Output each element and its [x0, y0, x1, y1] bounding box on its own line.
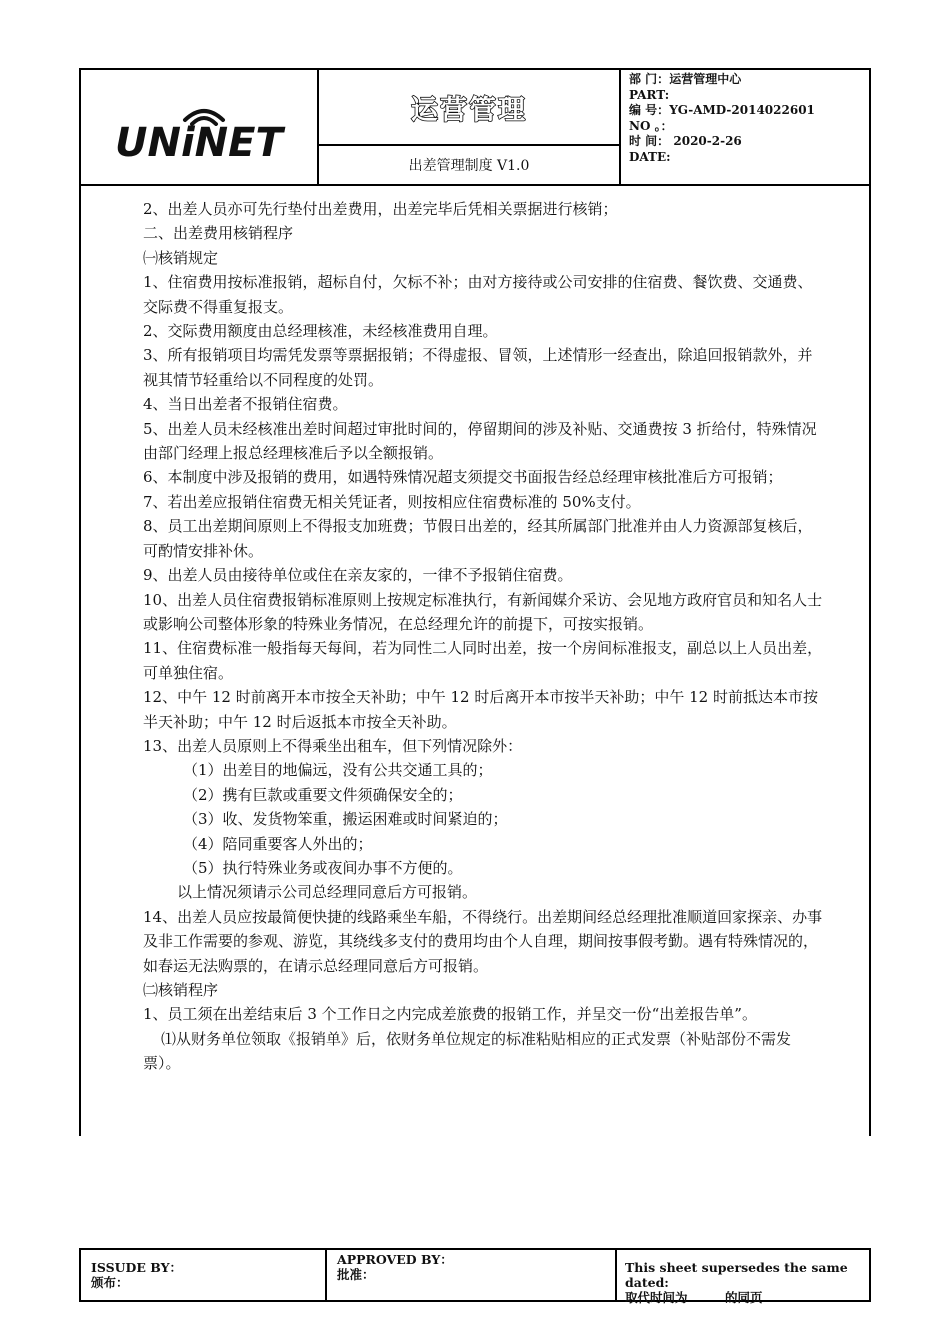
- approved-label-cn: 批准：: [337, 1267, 375, 1282]
- dept-label: 部 门：: [629, 72, 670, 86]
- issue-label-cn: 颁布：: [91, 1275, 129, 1290]
- list-item: （1）出差目的地偏远，没有公共交通工具的；: [183, 761, 493, 780]
- list-item: （5）执行特殊业务或夜间办事不方便的。: [183, 858, 463, 877]
- paragraph: 11、住宿费标准一般指每天每间，若为同性二人同时出差，按一个房间标准报支，副总以上人员出差，可单独住宿。: [143, 639, 823, 682]
- list-item: （3）收、发货物笨重，搬运困难或时间紧迫的；: [183, 810, 508, 829]
- subsection-heading: ㈡核销程序: [143, 981, 219, 999]
- document-header: [79, 68, 871, 186]
- paragraph: 1、住宿费用按标准报销，超标自付，欠标不补；由对方接待或公司安排的住宿费、餐饮费、交通费、交际费不得重复报支。: [143, 273, 813, 316]
- code-value: YG-AMD-2014022601: [669, 103, 815, 118]
- company-logo: [115, 98, 295, 166]
- logo-cell: [81, 70, 319, 184]
- dept-value: 运营管理中心: [669, 72, 742, 86]
- code-label: 编 号：: [629, 103, 670, 118]
- section-heading: 二、出差费用核销程序: [143, 224, 294, 243]
- issue-cell: [81, 1250, 327, 1300]
- paragraph: 6、本制度中涉及报销的费用，如遇特殊情况超支须提交书面报告经总经理审核批准后方可报销；: [143, 468, 783, 487]
- paragraph: 13、出差人员原则上不得乘坐出租车，但下列情况除外：: [143, 736, 523, 755]
- approved-label-en: APPROVED BY：: [337, 1252, 453, 1267]
- paragraph: 2、出差人员亦可先行垫付出差费用，出差完毕后凭相关票据进行核销；: [143, 200, 618, 218]
- no-label: NO 。：: [629, 118, 673, 133]
- paragraph: 12、中午 12 时前离开本市按全天补助；中午 12 时后离开本市按半天补助；中午 12 时前抵达本市按半天补助；中午 12 时后返抵本市按全天补助。: [143, 688, 818, 731]
- part-label: PART:: [629, 87, 670, 102]
- paragraph: 7、若出差应报销住宿费无相关凭证者，则按相应住宿费标准的 50%支付。: [143, 492, 641, 511]
- paragraph: 以上情况须请示公司总经理同意后方可报销。: [177, 883, 478, 902]
- issue-label-en: ISSUDE BY：: [91, 1260, 183, 1275]
- paragraph: ⑴从财务单位领取《报销单》后，依财务单位规定的标准粘贴相应的正式发票（补贴部份不需发票）。: [143, 1029, 792, 1073]
- approved-cell: [327, 1250, 617, 1300]
- supersede-cell: [617, 1250, 871, 1305]
- paragraph: 2、交际费用额度由总经理核准，未经核准费用自理。: [143, 322, 498, 341]
- paragraph: 10、出差人员住宿费报销标准原则上按规定标准执行，有新闻媒介采访、会见地方政府官员和知名人士或影响公司整体形象的特殊业务情况，在总经理允许的前提下，可按实报销。: [143, 590, 823, 633]
- paragraph: 3、所有报销项目均需凭发票等票据报销；不得虚报、冒领，上述情形一经查出，除追回报销款外，并视其情节轻重给以不同程度的处罚。: [143, 346, 813, 389]
- paragraph: 4、当日出差者不报销住宿费。: [143, 395, 348, 414]
- subsection-heading: ㈠核销规定: [143, 248, 219, 267]
- time-label: 时 间：: [629, 134, 670, 149]
- date-label: DATE:: [629, 149, 671, 164]
- paragraph: 8、员工出差期间原则上不得报支加班费；节假日出差的，经其所属部门批准并由人力资源部复核后，可酌情安排补休。: [143, 517, 813, 560]
- list-item: （2）携有巨款或重要文件须确保安全的；: [183, 785, 463, 804]
- paragraph: 5、出差人员未经核准出差时间超过审批时间的，停留期间的涉及补贴、交通费按 3 折给付，特殊情况由部门经理上报总经理核准后予以全额报销。: [143, 419, 817, 463]
- paragraph: 1、员工须在出差结束后 3 个工作日之内完成差旅费的报销工作，并呈交一份“出差报告单”。: [143, 1005, 757, 1024]
- logo-text: UNiNET: [115, 120, 283, 166]
- document-footer: [79, 1248, 871, 1305]
- supersede-label-en: This sheet supersedes the same dated:: [625, 1260, 848, 1290]
- department-title: 运营管理: [411, 94, 527, 126]
- supersede-label-cn: 取代时间为 的同页: [625, 1290, 763, 1305]
- document-title: 出差管理制度 V1.0: [408, 158, 530, 174]
- list-item: （4）陪同重要客人外出的；: [183, 834, 373, 853]
- document-body: [143, 197, 823, 1076]
- paragraph: 9、出差人员由接待单位或住在亲友家的，一律不予报销住宿费。: [143, 566, 573, 585]
- title-cell: [319, 70, 621, 184]
- meta-cell: [621, 70, 871, 184]
- time-value: 2020-2-26: [673, 134, 742, 149]
- paragraph: 14、出差人员应按最简便快捷的线路乘坐车船，不得绕行。出差期间经总经理批准顺道回家探亲、办事及非工作需要的参观、游览，其绕线多支付的费用均由个人自理，期间按事假考勤。遇有特殊情况的，如春运无法购票的，在请示总经理同意后方可报销。: [143, 907, 823, 975]
